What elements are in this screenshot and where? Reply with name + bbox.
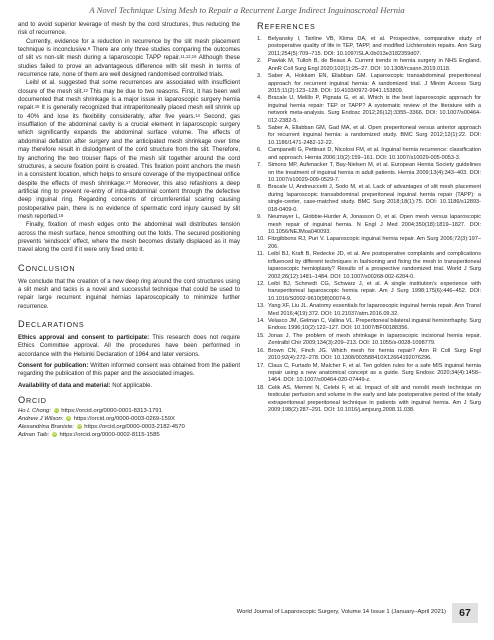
orcid-heading: ORCID: [18, 395, 47, 406]
running-head: A Novel Technique Using Mesh to Repair a Recurrent Large Indirect Inguinoscrotal Hernia: [89, 5, 405, 15]
reference-item: 11. Leibl BJ, Kraft B, Redecke JD, et al. Are postoperative complaints and complications influenced by different techniques in fashioning and fixing the mesh in transperitoneal laparoscopic hernioplasty? Results of a prospective randomized trial. World J Surg 2002;26(12):1481–1484. DOI: 10.1007/s00268-002-6204-0.: [257, 251, 481, 280]
reference-list: [257, 36, 481, 415]
paragraph-2: Currently, evidence for a reduction in recurrence by the slit mesh placement technique is inconclusive.$^8$ There are only three studies comparing the outcomes of slit vs non-slit mesh during a laparoscopic TAPP repair.$^{11,12,16}$ Although these studies failed to prove an advantageous difference with slit mesh in terms of recurrence rate, none of them are well designed randomised controlled trials.: [18, 38, 240, 79]
availability-statement: Availability of data and material: Not applicable.: [18, 382, 153, 389]
declarations-heading: DECLARATIONS: [18, 319, 85, 329]
reference-item: 16. Brown CN, Finch JG. Which mesh for hernia repair? Ann R Coll Surg Engl 2010;92(4):272–278. DOI: 10.1308/003588410X12664192076296.: [257, 347, 481, 362]
orcid-entry: Ho L Chong: iD https://orcid.org/0000-0001-8313-1791: [18, 408, 162, 415]
orcid-link[interactable]: https://orcid.org/0000-0003-2182-4570: [84, 424, 185, 431]
reference-item: 15. Jonas J. The problem of mesh shrinkage in laparoscopic incisional hernia repair. Zentralbl Chir 2009;134(3):209–213. DOI: 10.1055/s-0028-1098779.: [257, 332, 481, 347]
paragraph-3: Leibl et al. suggested that some recurrences are associated with insufficient closure of the mesh slit.$^{12}$ This may be due to two reasons. First, it has been well documented that mesh shrinkage is a major issue in laparoscopic surgery hernia repair.$^{15}$ It is generally recognized that intraperitoneally placed mesh will shrink up to 40% and lose its flexibility considerably, after five years.$^{14}$ Second, gas insufflation of the abdominal cavity is a crucial element in laparoscopic surgery which significantly expands the abdominal surface volume. The effects of abdominal deflation after surgery and the anticipated mesh shrinkage over time may therefore result in dislodgment of the cord structure from the slit. Therefore, by anchoring the two trouser flaps of the mesh slit together around the cord structures, a secure fixation point is created. This fixation point anchors the mesh in a consistent location, which helps to ensure coverage of the myopectineal orifice despite the effects of mesh shrinkage.$^{17}$ Moreover, this also refashions a deep artificial ring to prevent re-entry of intra-abdominal content through the defective deep inguinal ring. Regarding concerns of circumferential scaring causing postoperative pain, there is no evidence of spermatic cord injury caused by slit mesh reported.$^{18}$: [18, 80, 240, 220]
consent-statement: Consent for publication: Written informed consent was obtained from the patient regarding the publication of this paper and the associated images.: [18, 363, 241, 378]
reference-item: 1. Belyansky I, Tsirline VB, Klima DA, et al. Prospective, comparative study of postoperative quality of life in TEP, TAPP, and modified Lichtenstein repairs. Ann Surg 2011;254(5):709–715. DOI: 10.1097/SLA.0b013e3182359d07.: [257, 36, 481, 57]
page-number: 67: [452, 603, 478, 623]
orcid-icon: iD: [77, 424, 81, 428]
orcid-entry: Andrew J Wilson: iD https://orcid.org/0000-0003-0269-159X: [18, 416, 175, 423]
paragraph-1: and to avoid superior leverage of mesh by the cord structures, thus reducing the risk of recurrence.: [18, 22, 240, 37]
orcid-entry: Alexandrina Braniste: iD https://orcid.org/0000-0003-2182-4570: [18, 424, 185, 431]
orcid-link[interactable]: https://orcid.org/0000-0002-8115-1585: [59, 432, 160, 439]
conclusion-heading: CONCLUSION: [18, 262, 76, 273]
ethics-statement: Ethics approval and consent to participate: This research does not require Ethics Committee approval. All the procedures have been performed in accordance with the Helsinki Declaration of 1964 and later versions.: [18, 335, 240, 358]
paragraph-4: Finally, fixation of mesh edges onto the abdominal wall distributes tension across the mesh surface, hence smoothing out the folds. The secured positioning prevents 'windsock' effect, where the mesh becomes distally displaced as it may travel along the cord if it were only fixed onto it.: [18, 222, 240, 254]
orcid-icon: iD: [66, 416, 71, 420]
reference-item: 12. Leibl BJ, Schmedt CG, Schwarz J, et al. A single institution's experience with transperitoneal laparoscopic hernia repair. Am J Surg 1998;175(6):446–452. DOI: 10.1016/S0002-9610(98)00074-9.: [257, 280, 481, 302]
reference-item: 9. Neumayer L, Giobbie-Hurder A, Jonasson O, et al. Open mesh versus laparoscopic mesh repair of inguinal hernia. N Engl J Med 2004;350(18):1819–1827. DOI: 10.1056/NEJMoa040093.: [257, 214, 481, 235]
reference-item: 2. Pawlak M, Tulloh B, de Beaux A. Current trends in hernia surgery in NHS England. AnnR Coll Surg Engl 2020;102(1):25–27. DOI: 10.1308/rcsann.2019.0118.: [257, 58, 481, 72]
left-column: [18, 21, 240, 439]
reference-item: 18. Celik AS, Memmi N, Celebi F, et al. Impact of slit and nonslit mesh technique on testicular perfusion and volume in the early and late postoperative period of the totally extraperitoneal preperitoneal technique in patients with inguinal hernia. Am J Surg 2009;198(2):287–291. DOI: 10.1016/j.amjsurg.2008.11.038.: [257, 384, 481, 414]
orcid-link[interactable]: https://orcid.org/0000-0001-8313-1791: [61, 408, 162, 415]
reference-item: 10. Fitzgibbons RJ, Puri V. Laparoscopic inguinal hernia repair. Am Surg 2006;72(3):197–206.: [257, 236, 481, 250]
reference-item: 6. Campanelli G, Pettinari D, Nicolosi FM, et al. Inguinal hernia recurrence: classification and approach. Hernia 2006;10(2):159–161. DOI: 10.1007/s10029-005-0053-3.: [257, 147, 481, 161]
journal-citation: World Journal of Laparoscopic Surgery, Volume 14 Issue 1 (January–April 2021): [236, 609, 446, 615]
reference-item: 4. Bracale U, Melillo P, Pignata G, et al. Which is the best laparoscopic approach for inguinal hernia repair: TEP or TAPP? A systematic review of the literature with a network meta-analysis. Surg Endosc 2012;26(12):3355–3366. DOI: 10.1007/s00464-012-2382-5.: [257, 95, 481, 124]
right-column: [257, 21, 481, 415]
reference-item: 5. Saber A, Ellabban GM, Gad MA, et al. Open preperitoneal versus anterior approach for recurrent inguinal hernia: a randomized study. BMC Surg 2012;12(1):22. DOI: 10.1186/1471-2482-12-22.: [257, 125, 481, 146]
orcid-icon: iD: [52, 432, 57, 436]
orcid-entry: Adnan Taib: iD https://orcid.org/0000-0002-8115-1585: [18, 432, 160, 439]
reference-item: 14. Velasco JM, Gelman C, Vallina VL. Preperitoneal bilateral inguinal herniorrhaphy. Surg Endosc 1996;10(2):122–127. DOI: 10.1007/BF00188356.: [257, 318, 481, 332]
orcid-icon: iD: [54, 408, 58, 412]
references-heading: REFERENCES: [257, 21, 316, 31]
reference-item: 17. Claus C, Furtado M, Malcher F, et al. Ten golden rules for a safe MIS inguinal hernia repair using a new anatomical concept as a guide. Surg Endosc 2020;34(4):1458–1464. DOI: 10.1007/s00464-020-07449-z.: [257, 362, 481, 384]
reference-item: 8. Bracale U, Andreuccetti J, Sodo M, et al. Lack of advantages of slit mesh placement during laparoscopic transabdominal preperitoneal inguinal hernia repair (TAPP): a single-center, case-matched study. BMC Surg 2018;18(1):75. DOI: 10.1186/s12893-018-0409-0.: [257, 184, 481, 213]
reference-item: 13. Yang XF, Liu JL. Anatomy essentials for laparoscopic inguinal hernia repair. Ann Transl Med 2016;4(19):372. DOI: 10.21037/atm.2016.09.32.: [257, 303, 481, 317]
orcid-list: [18, 407, 240, 439]
reference-item: 3. Saber A, Hokkam EN, Ellabban GM. Laparoscopic transabdominal preperitoneal approach for recurrent inguinal hernia: A randomized trial. J Minim Access Surg 2015;11(2):123–128. DOI: 10.4103/0972-9941.153809.: [257, 73, 481, 94]
reference-item: 7. Simons MP, Aufenacker T, Bay-Nielsen M, et al. European Hernia Society guidelines on the treatment of inguinal hernia in adult patients. Hernia 2009;13(4):343–403. DOI: 10.1007/s10029-009-0529-7.: [257, 162, 481, 184]
page-footer: [0, 602, 494, 624]
conclusion-text: We conclude that the creation of a new deep ring around the cord structures using a slit mesh and tacks is a novel and successful technique that could be used to repair large recurrent inguinal hernias laparoscopically to minimize further recurrence.: [18, 278, 240, 310]
orcid-link[interactable]: https://orcid.org/0000-0003-0269-159X: [73, 416, 175, 423]
